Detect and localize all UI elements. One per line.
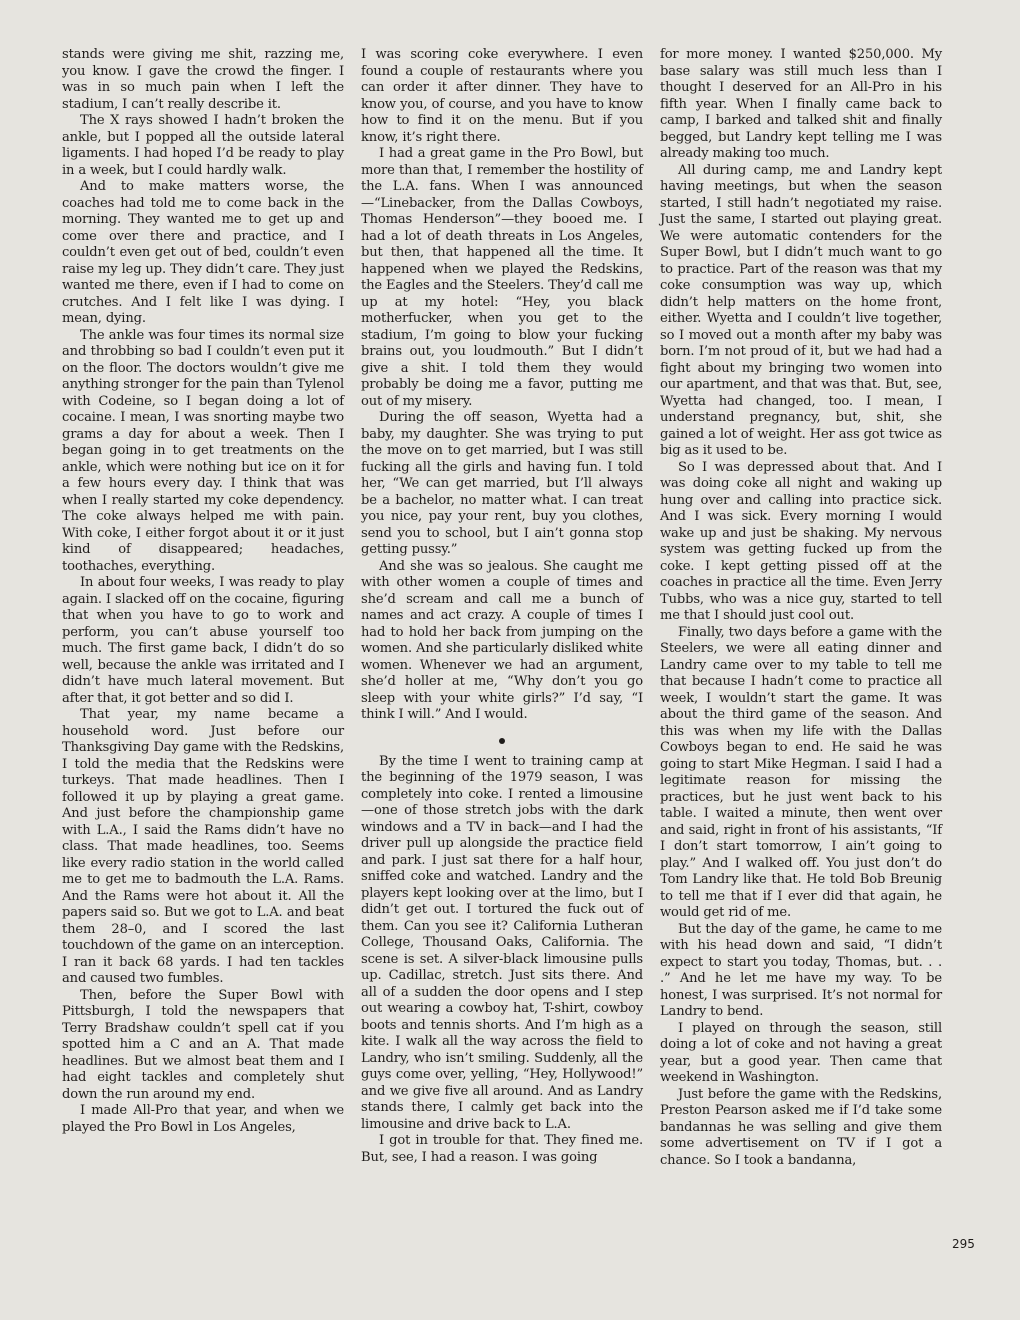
paragraph: The ankle was four times its normal size and throbbing so bad I couldn’t even put it on the floor. The doctors wouldn’t give me anything stronger for the pain than Tylenol with Codeine, so I began doing a lot of cocaine. I mean, I was snorting maybe two grams a day for about a week. Then I began going in to get treatments on the ankle, which were nothing but ice on it for a few hours every day. I think that was when I really started my coke dependency. The coke always helped me with pain. With coke, I either forgot about it or it just kind of disappeared; headaches, toothaches, everything.	[62, 327, 344, 574]
paragraph: In about four weeks, I was ready to play again. I slacked off on the cocaine, figuring that when you have to go to work and perform, you can’t abuse yourself too much. The first game back, I didn’t do so well, because the ankle was irritated and I didn’t have much lateral movement. But after that, it got better and so did I.	[62, 575, 344, 706]
paragraph: for more money. I wanted $250,000. My base salary was still much less than I thought I deserved for an All-Pro in his fifth year. When I finally came back to camp, I barked and talked shit and finally begged, but Landry kept telling me I was already making too much.	[660, 47, 942, 161]
paragraph: By the time I went to training camp at the beginning of the 1979 season, I was completely into coke. I rented a limousine—one of those stretch jobs with the dark windows and a TV in back—and I had the driver pull up alongside the practice field and park. I just sat there for a half hour, sniffed coke and watched. Landry and the players kept looking over at the limo, but I didn’t get out. I tortured the fuck out of them. Can you see it? California Lutheran College, Thousand Oaks, California. The scene is set. A silver-black limousine pulls up. Cadillac, stretch. Just sits there. And all of a sudden the door opens and I step out wearing a cowboy hat, T-shirt, cowboy boots and tennis shorts. And I’m high as a kite. I walk all the way across the field to Landry, who isn’t smiling. Suddenly, all the guys come over, yelling, “Hey, Hollywood!” and we give five all around. And as Landry stands there, I calmly get back into the limousine and drive back to L.A.	[361, 753, 643, 1132]
paragraph: All during camp, me and Landry kept having meetings, but when the season started, I still hadn’t negotiated my raise. Just the same, I started out playing great. We were automatic contenders for the Super Bowl, but I didn’t much want to go to practice. Part of the reason was that my coke consumption was way up, which didn’t help matters on the home front, either. Wyetta and I couldn’t live together, so I moved out a month after my baby was born. I’m not proud of it, but we had had a fight about my bringing two women into our apartment, and that was that. But, see, Wyetta had changed, too. I mean, I understand pregnancy, but, shit, she gained a lot of weight. Her ass got twice as big as it used to be.	[660, 162, 942, 458]
page-number: 295	[952, 1237, 975, 1251]
section-break-bullet	[499, 738, 505, 744]
text-column-2	[361, 47, 643, 1166]
paragraph: I had a great game in the Pro Bowl, but more than that, I remember the hostility of the L.A. fans. When I was announced—“Linebacker, from the Dallas Cowboys, Thomas Henderson”—they booed me. I had a lot of death threats in Los Angeles, but then, that happened all the time. It happened when we played the Redskins, the Eagles and the Steelers. They’d call me up at my hotel: “Hey, you black motherfucker, when you get to the stadium, I’m going to blow your fucking brains out, you loudmouth.” But I didn’t give a shit. I told them they would probably be doing me a favor, putting me out of my misery.	[361, 146, 643, 409]
paragraph: I played on through the season, still doing a lot of coke and not having a great year, but a good year. Then came that weekend in Washington.	[660, 1020, 942, 1085]
paragraph: Finally, two days before a game with the Steelers, we were all eating dinner and Landry came over to my table to tell me that because I hadn’t come to practice all week, I wouldn’t start the game. It was about the third game of the season. And this was when my life with the Dallas Cowboys began to end. He said he was going to start Mike Hegman. I said I had a legitimate reason for missing the practices, but he just went back to his table. I waited a minute, then went over and said, right in front of his assistants, “If I don’t start tomorrow, I ain’t going to play.” And I walked off. You just don’t do Tom Landry like that. He told Bob Breunig to tell me that if I ever did that again, he would get rid of me.	[660, 624, 942, 920]
paragraph: stands were giving me shit, razzing me, you know. I gave the crowd the finger. I was in so much pain when I left the stadium, I can’t really describe it.	[62, 47, 344, 112]
paragraph: I was scoring coke everywhere. I even found a couple of restaurants where you can order it after dinner. They have to know you, of course, and you have to know how to find it on the menu. But if you know, it’s right there.	[361, 47, 643, 145]
paragraph: During the off season, Wyetta had a baby, my daughter. She was trying to put the move on to get married, but I was still fucking all the girls and having fun. I told her, “We can get married, but I’ll always be a bachelor, no matter what. I can treat you nice, pay your rent, buy you clothes, send you to school, but I ain’t gonna stop getting pussy.”	[361, 410, 643, 557]
text-column-1	[62, 47, 344, 1136]
paragraph: Then, before the Super Bowl with Pittsburgh, I told the newspapers that Terry Bradshaw couldn’t spell cat if you spotted him a C and an A. That made headlines. But we almost beat them and I had eight tackles and completely shut down the run around my end.	[62, 987, 344, 1102]
text-column-3	[660, 47, 942, 1169]
paragraph: But the day of the game, he came to me with his head down and said, “I didn’t expect to start you today, Thomas, but. . . .” And he let me have my way. To be honest, I was surprised. It’s not normal for Landry to bend.	[660, 921, 942, 1019]
paragraph: I got in trouble for that. They fined me. But, see, I had a reason. I was going	[361, 1133, 643, 1165]
paragraph: That year, my name became a household word. Just before our Thanksgiving Day game with the Redskins, I told the media that the Redskins were turkeys. That made headlines. Then I followed it up by playing a great game. And just before the championship game with L.A., I said the Rams didn’t have no class. That made headlines, too. Seems like every radio station in the world called me to get me to badmouth the L.A. Rams. And the Rams were hot about it. All the papers said so. But we got to L.A. and beat them 28–0, and I scored the last touchdown of the game on an interception. I ran it back 68 yards. I had ten tackles and caused two fumbles.	[62, 707, 344, 986]
paragraph: Just before the game with the Redskins, Preston Pearson asked me if I’d take some bandannas he was selling and give them some advertisement on TV if I got a chance. So I took a bandanna,	[660, 1086, 942, 1168]
paragraph: I made All-Pro that year, and when we played the Pro Bowl in Los Angeles,	[62, 1103, 344, 1135]
paragraph: And she was so jealous. She caught me with other women a couple of times and she’d scream and call me a bunch of names and act crazy. A couple of times I had to hold her back from jumping on the women. And she particularly disliked white women. Whenever we had an argument, she’d holler at me, “Why don’t you go sleep with your white girls?” I’d say, “I think I will.” And I would.	[361, 558, 643, 722]
paragraph: And to make matters worse, the coaches had told me to come back in the morning. They wanted me to get up and come over there and practice, and I couldn’t even get out of bed, couldn’t even raise my leg up. They didn’t care. They just wanted me there, even if I had to come on crutches. And I felt like I was dying. I mean, dying.	[62, 179, 344, 326]
paragraph: So I was depressed about that. And I was doing coke all night and waking up hung over and calling into practice sick. And I was sick. Every morning I would wake up and just be shaking. My nervous system was getting fucked up from the coke. I kept getting pissed off at the coaches in practice all the time. Even Jerry Tubbs, who was a nice guy, started to tell me that I should just cool out.	[660, 459, 942, 623]
paragraph: The X rays showed I hadn’t broken the ankle, but I popped all the outside lateral ligaments. I had hoped I’d be ready to play in a week, but I could hardly walk.	[62, 113, 344, 178]
